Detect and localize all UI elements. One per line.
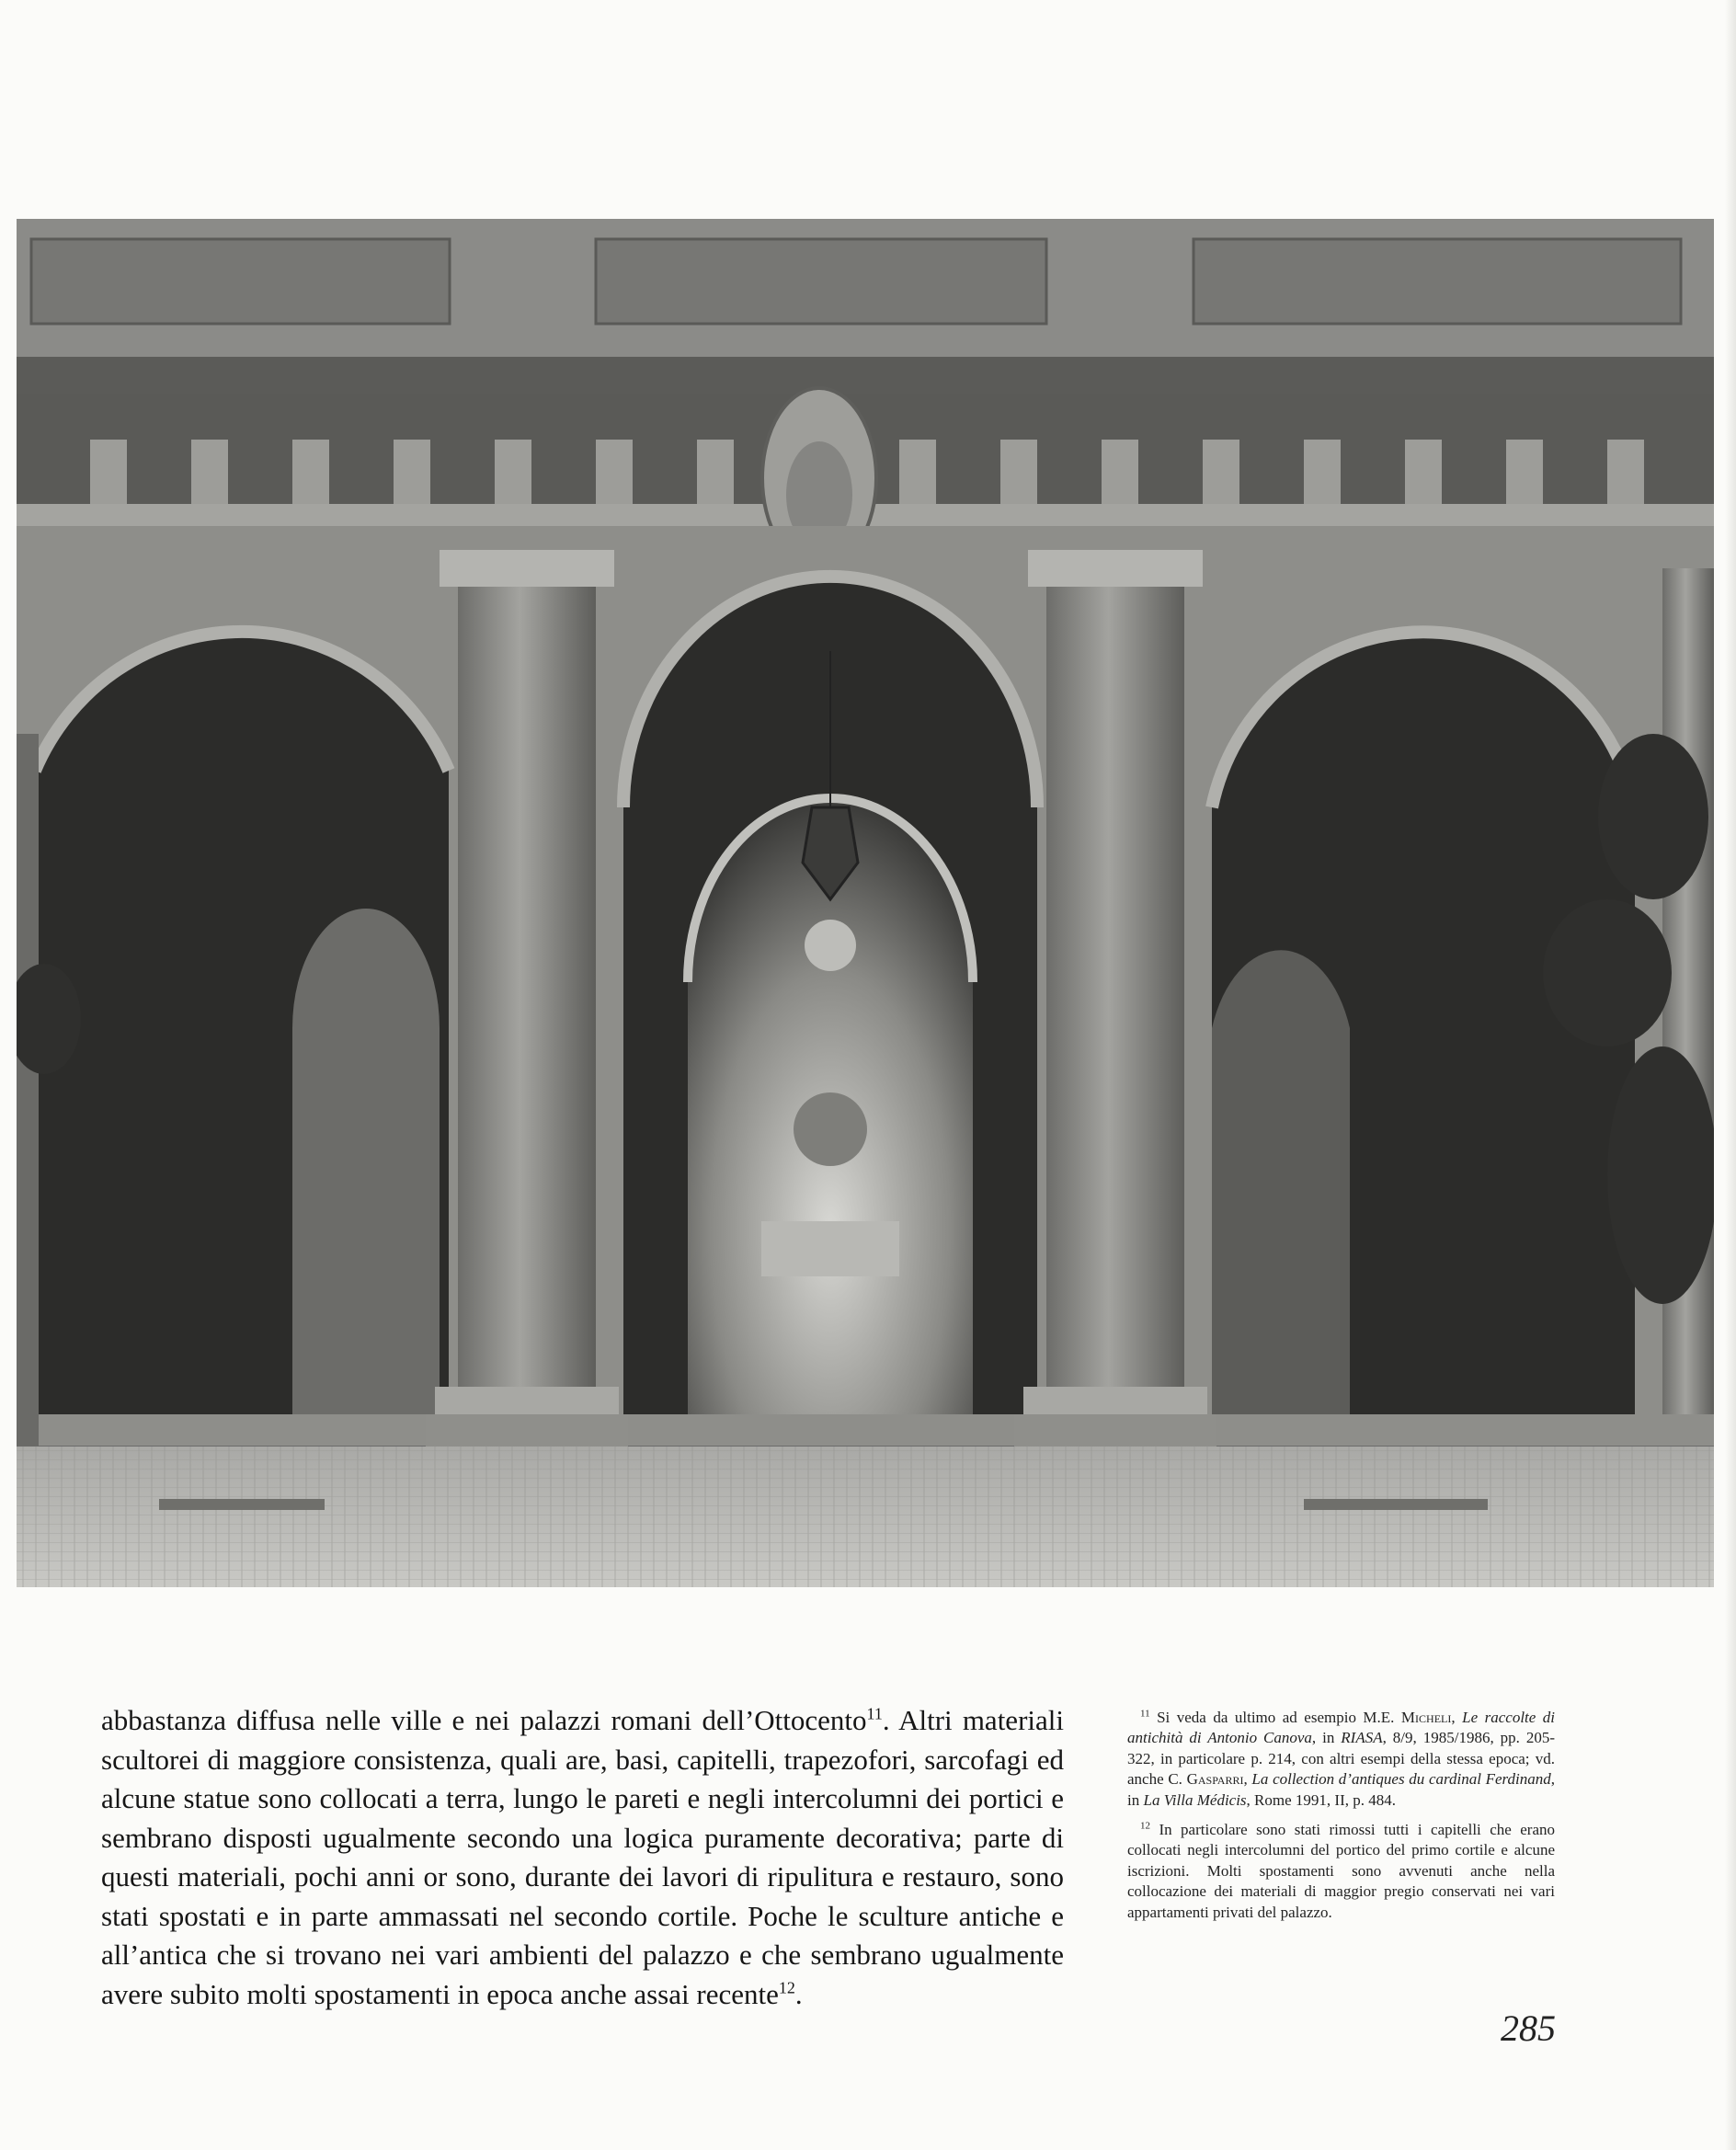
page-edge xyxy=(1725,0,1736,2150)
footnote-title: La collection d’antiques du cardinal Ferdinand xyxy=(1251,1770,1551,1789)
footnote-text: Si veda da ultimo ad esempio M.E. xyxy=(1157,1709,1401,1726)
main-body-paragraph xyxy=(101,1701,1064,2014)
footnote-11 xyxy=(1127,1708,1555,1811)
body-text-part-3: . xyxy=(794,1977,803,2010)
footnote-text: , in xyxy=(1127,1770,1555,1809)
body-text-part-1: abbastanza diffusa nelle ville e nei palazzi romani dell’Ottocento xyxy=(101,1704,867,1736)
footnote-text: , 8/9, 1985/1986, pp. 205-322, in particolare p. 214, con altri esempi della stessa epoca; vd. anche C. xyxy=(1127,1729,1555,1789)
footnote-text: , xyxy=(1451,1709,1463,1726)
footnote-ref-12: 12 xyxy=(778,1978,795,1997)
page-number: 285 xyxy=(1501,2007,1556,2049)
footnote-author: Gasparri xyxy=(1186,1770,1244,1789)
courtyard-arcade-photograph xyxy=(17,219,1714,1587)
footnote-12 xyxy=(1127,1820,1555,1923)
footnote-text: In particolare sono stati rimossi tutti i capitelli che erano collocati negli intercolumni del portico del primo cortile e alcune iscrizioni. Molti spostamenti sono avvenuti anche nella collocazione dei materiali di maggior pregio conservati nei vari appartamenti privati del palazzo. xyxy=(1127,1821,1556,1921)
footnote-text: , xyxy=(1243,1770,1252,1789)
footnote-number: 12 xyxy=(1140,1820,1150,1832)
footnote-text: , Rome 1991, II, p. 484. xyxy=(1246,1790,1396,1809)
footnote-title: Le raccolte di antichità di Antonio Canova xyxy=(1127,1709,1556,1747)
footnote-ref-11: 11 xyxy=(866,1704,883,1723)
footnote-text: , in xyxy=(1311,1729,1342,1747)
footnotes xyxy=(1127,1708,1555,1932)
body-text-part-2: . Altri materiali scultorei di maggiore consistenza, quali are, basi, capitelli, trapezofori, sarcofagi ed alcune statue sono collocati a terra, lungo le pareti e negli intercolumni dei portici e sembrano disposti ugualmente secondo una logica puramente decorativa; parte di questi materiali, pochi anni or sono, durante dei lavori di ripulitura e restauro, sono stati spostati e in parte ammassati nel secondo cortile. Poche le sculture antiche e all’antica che si trovano nei vari ambienti del palazzo e che sembrano ugualmente avere subito molti spostamenti in epoca anche assai recente xyxy=(101,1704,1064,2010)
footnote-author: Micheli xyxy=(1400,1709,1452,1726)
footnote-journal: RIASA xyxy=(1341,1729,1383,1747)
footnote-number: 11 xyxy=(1140,1708,1150,1720)
footnote-title: La Villa Médicis xyxy=(1143,1790,1247,1809)
